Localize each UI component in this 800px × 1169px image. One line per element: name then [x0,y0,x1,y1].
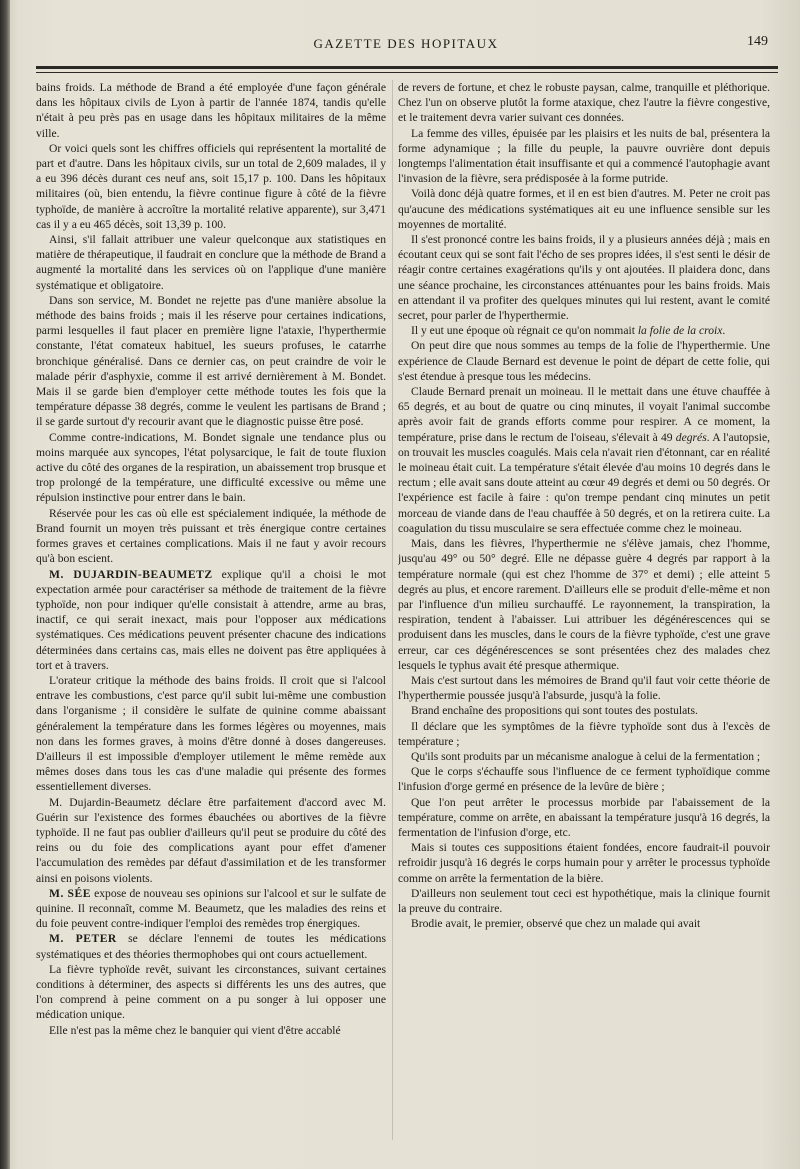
paragraph [36,962,386,1023]
paragraph-text: Claude Bernard prenait un moineau. Il le mettait dans une étuve chauffée à 65 degrés, et au bout de quatre ou cinq minutes, il voyait l'animal succombe après avoir fait de grands efforts comme pour respirer. A ce moment, la température, prise dans le rectum de l'oiseau, s'élevait à 49 [398,385,770,444]
paragraph-text: Voilà donc déjà quatre formes, et il en est bien d'autres. M. Peter ne croit pas qu'aucune des médications systématiques ait eu une influence sensible sur les moyennes de mortalité. [398,187,770,231]
paragraph [398,536,770,673]
paragraph [398,840,770,886]
paragraph-text: Il déclare que les symptômes de la fièvre typhoïde sont dus à l'excès de température ; [398,719,770,748]
paragraph-text: Elle n'est pas la même chez le banquier qui vient d'être accablé [49,1023,341,1037]
paragraph-text: Ainsi, s'il fallait attribuer une valeur quelconque aux statistiques en matière de thérapeutique, il faudrait en conclure que la méthode de Brand a augmenté la mortalité dans les services où on l'applique d'une manière systématique et obligatoire. [36,233,386,292]
paragraph [398,338,770,384]
paragraph [36,795,386,886]
paragraph-text: Brodie avait, le premier, observé que chez un malade qui avait [411,917,701,931]
paragraph-text: D'ailleurs non seulement tout ceci est hypothétique, mais la clinique fournit la preuve du contraire. [398,886,770,915]
paragraph [398,384,770,536]
emphasis-text: degrés [675,430,707,444]
paragraph-text: expose de nouveau ses opinions sur l'alcool et sur le sulfate de quinine. Il reconnaît, comme M. Beaumetz, que les maladies des reins et du foie peuvent contre-indiquer l'emploi des remèdes trop énergiques. [36,886,386,931]
paragraph [398,232,770,323]
speaker-name: M. DUJARDIN-BEAUMETZ [49,567,213,581]
paragraph [36,886,386,932]
paragraph [36,293,386,430]
paragraph-text-continued: . [722,324,726,338]
paragraph-text: Or voici quels sont les chiffres officiels qui représentent la mortalité de part et d'autre. Dans les hôpitaux civils, sur un total de 2,609 malades, il y a eu 396 décès durant ces neuf ans, soit 15,17 p. 100. Dans les hôpitaux militaires (où, bien entendu, la fièvre continue figure à côté de la fièvre typhoïde, de manière à accroître la mortalité relative apparente), sur 3,471 cas il y a eu 465 décès, soit 13,39 p. 100. [36,141,386,231]
paragraph [36,430,386,506]
paragraph-text: On peut dire que nous sommes au temps de la folie de l'hyperthermie. Une expérience de Claude Bernard est devenue le point de départ de cette folie, qui s'est étendue à presque tous les médecins. [398,339,770,383]
paragraph-text: se déclare l'ennemi de toutes les médications systématiques et des théories thermophobes qui ont cours actuellement. [36,932,386,961]
paragraph-text-continued: . A l'autopsie, on trouvait les muscles coagulés. Mais cela n'avait rien d'étonnant, car en réalité le moineau était cuit. La température s'était élevée d'au moins 10 degrés dans le rectum ; elle avait sans doute atteint au cœur 49 degrés et demi ou 50 degrés. Or l'expérience est facile à faire : qu'on trempe pendant cinq minutes un petit morceau de viande dans de l'eau chauffée à 50 degrés, et on la retirera cuite. La coagulation du tissu musculaire se sera effectuée comme chez le moineau. [398,430,770,535]
paragraph-text: Comme contre-indications, M. Bondet signale une tendance plus ou moins marquée aux syncopes, l'état polysarcique, le fait de toute fluxion active du côté des organes de la respiration, un abaissement trop brusque et trop prolongé de la température, une difficulté excessive ou même une répulsion instinctive pour entrer dans le bain. [36,430,386,505]
speaker-name: M. SÉE [49,886,91,900]
running-title: GAZETTE DES HOPITAUX [313,36,499,51]
paragraph [36,931,386,961]
speaker-name: M. PETER [49,932,117,946]
paragraph-text: La fièvre typhoïde revêt, suivant les circonstances, suivant certaines conditions à déterminer, des aspects si différents les uns des autres, que l'on comprend à peine comment on a pu songer à lui opposer une médication unique. [36,962,386,1022]
paragraph-text: Brand enchaîne des propositions qui sont toutes des postulats. [411,704,698,718]
left-text-column [36,80,386,1140]
paragraph [398,764,770,794]
paragraph-text: M. Dujardin-Beaumetz déclare être parfaitement d'accord avec M. Guérin sur l'existence des formes ébauchées ou abortives de la fièvre typhoïde. Il ne faut pas oublier d'ailleurs qu'il peut se produire du côté des reins ou du foie des complications ayant pour effet d'amener l'accumulation des remèdes par défaut d'assimilation et de les transformer ainsi en poisons violents. [36,795,386,885]
paragraph-text: explique qu'il a choisi le mot expectation armée pour caractériser sa méthode de traitement de la fièvre typhoïde, non pour indiquer qu'elle consistait à attendre, arme au bras, inactif, ce qui serait inexact, mais pour l'opposer aux médications systématiques. Ces médications peuvent présenter chacune des indications déterminées dans certains cas, mais elles ne doivent pas être appliquées à tort et à travers. [36,567,386,672]
paragraph [36,232,386,293]
paragraph [398,673,770,703]
paragraph-text: Que l'on peut arrêter le processus morbide par l'abaissement de la température, comme on arrête, en abaissant la température jusqu'à 16 degrés, la fermentation de l'infusion d'orge, etc. [398,795,770,839]
emphasis-text: la folie de la croix [637,324,723,338]
paragraph-text: Dans son service, M. Bondet ne rejette pas d'une manière absolue la méthode des bains froids ; mais il les réserve pour certaines indications, parmi lesquelles il faut placer en première ligne l'ataxie, l'hyperthermie constante, l'état comateux habituel, les sueurs profuses, le catarrhe bronchique généralisé. Dans ce dernier cas, on peut craindre de voir le malade périr d'asphyxie, comme il est arrivé dernièrement à M. Bondet. Mais il se garde bien d'employer cette méthode toutes les fois que la température dépasse 38 degrés, comme le veulent les partisans de Brand ; il se garde surtout d'y recourir avant que le diagnostic puisse être posé. [36,293,386,429]
paragraph [36,567,386,673]
column-divider [392,80,393,1140]
paragraph [36,1023,386,1038]
right-text-column [398,80,770,1140]
paragraph-text: Mais si toutes ces suppositions étaient fondées, encore faudrait-il pouvoir refroidir jusqu'à 16 degrés le corps humain pour y arrêter le processus typhoïde comme on arrête la fermentation de la bière. [398,841,770,885]
paragraph-text: Mais, dans les fièvres, l'hyperthermie ne s'élève jamais, chez l'homme, jusqu'au 49° ou 50° degré. Elle ne dépasse guère 4 degrés par rapport à la température normale (qui est chez l'homme de 37° et demi) ; elle atteint 5 degrés au plus, et encore rarement. D'ailleurs elle se produit d'elle-même et non par l'influence d'un milieu surchauffé. Le rayonnement, la transpiration, la respiration, tendent à l'abaisser. Lui attribuer les dégénérescences qui se produisent dans les muscles, dans le cours de la fièvre typhoïde, c'est une grave erreur, car ces dégénérescences se sont présentées chez des malades chez lesquels le typhus avait été presque athermique. [398,537,770,672]
paragraph-text: La femme des villes, épuisée par les plaisirs et les nuits de bal, présentera la forme adynamique ; la fille du peuple, la pauvre ouvrière dont depuis longtemps l'alimentation était insuffisante et qui a commencé l'autophagie avant l'invasion de la fièvre, sera prédisposée à la forme putride. [398,126,770,186]
page-number: 149 [747,34,768,49]
paragraph [398,80,770,126]
paragraph [36,141,386,232]
paragraph [36,506,386,567]
paragraph-text: de revers de fortune, et chez le robuste paysan, calme, tranquille et pléthorique. Chez l'un on observe plutôt la forme ataxique, chez l'autre la fièvre congestive, et le traitement devra varier suivant ces données. [398,81,770,125]
header-rule-thick [36,66,778,69]
paragraph [398,186,770,232]
paragraph [36,80,386,141]
page-binding-edge [0,0,10,1169]
paragraph-text: Qu'ils sont produits par un mécanisme analogue à celui de la fermentation ; [411,749,761,763]
paragraph [398,719,770,749]
paragraph-text: Que le corps s'échauffe sous l'influence de ce ferment typhoïdique comme l'infusion d'orge germé en présence de la levûre de bière ; [398,765,770,794]
paragraph-text: Il s'est prononcé contre les bains froids, il y a plusieurs années déjà ; mais en écoutant ceux qui se sont fait l'écho de ses propres idées, il s'est senti le désir de réagir contre certaines exagérations qu'ils y ont ajoutées. Il plaidera donc, dans une séance prochaine, les circonstances atténuantes pour les bains froids. Mais en attendant il va profiter des quelques minutes qui lui restent, avant le comité secret, pour parler de l'hyperthermie. [398,233,770,323]
paragraph-text: bains froids. La méthode de Brand a été employée d'une façon générale dans les hôpitaux civils de Lyon à partir de l'année 1874, tandis qu'elle n'était à peu près pas en usage dans les hôpitaux militaires de la même ville. [36,81,386,140]
paragraph [398,749,770,764]
paragraph [398,886,770,916]
paragraph [398,126,770,187]
header-rule-thin [36,72,778,73]
paragraph [398,795,770,841]
paragraph [398,703,770,718]
page-header [30,30,782,58]
paragraph-text: Mais c'est surtout dans les mémoires de Brand qu'il faut voir cette théorie de l'hyperthermie poussée jusqu'à l'absurde, jusqu'à la folie. [398,673,770,703]
paragraph-text: Il y eut une époque où régnait ce qu'on nommait [411,324,638,338]
paragraph [36,673,386,795]
paragraph-text: L'orateur critique la méthode des bains froids. Il croit que si l'alcool entrave les combustions, c'est parce qu'il subit lui-même une combustion dans l'organisme ; il considère le sulfate de quinine comme abaissant généralement la température dans les formes légères ou moyennes, mais non dans les formes graves, à moins d'être donné à doses dangereuses. D'ailleurs il est impossible d'employer utilement le même remède aux mêmes doses dans tous les cas d'une maladie qui présente des formes essentiellement diverses. [36,673,386,794]
paragraph-text: Réservée pour les cas où elle est spécialement indiquée, la méthode de Brand fournit un moyen très puissant et très énergique contre certaines formes graves et certaines complications. Mais il ne faut y avoir recours qu'à bon escient. [36,506,386,566]
paragraph [398,323,770,338]
paragraph [398,916,770,931]
